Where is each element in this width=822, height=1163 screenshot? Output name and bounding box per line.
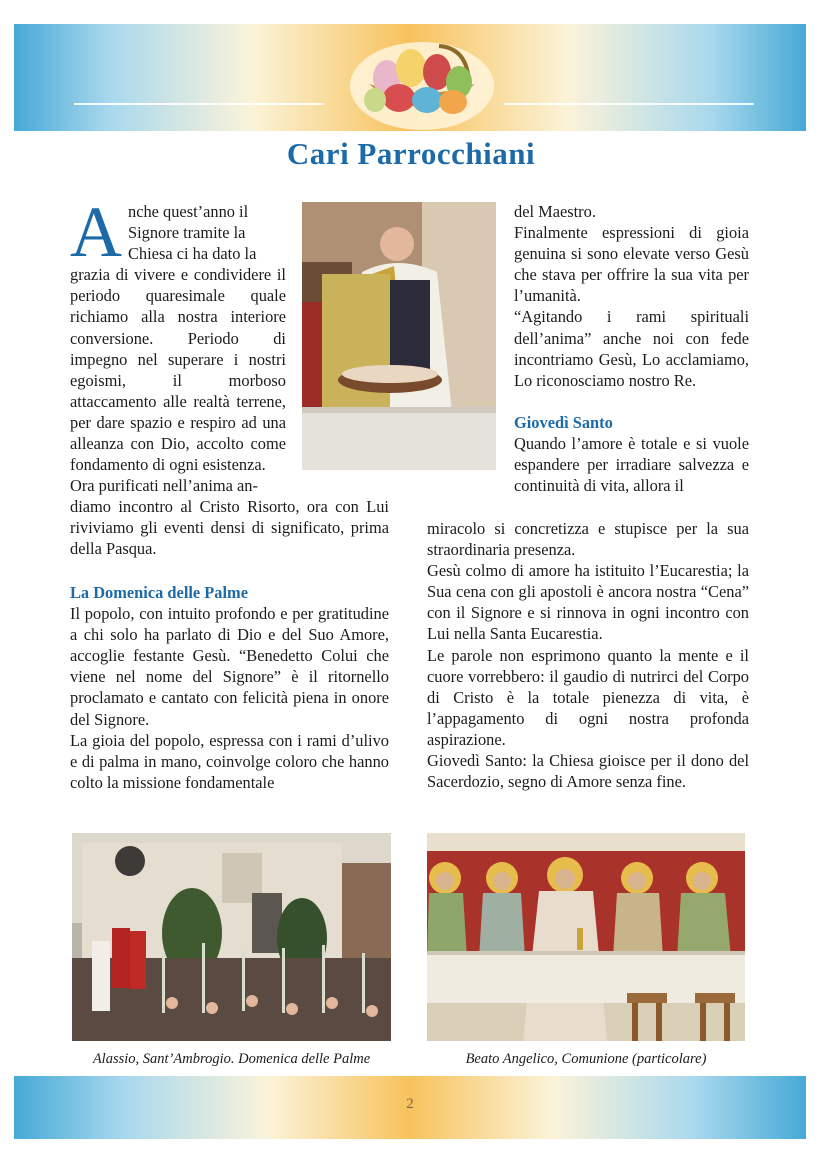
priest-photo (302, 202, 496, 470)
right-column (514, 201, 749, 496)
palm-sunday-photo (72, 833, 391, 1041)
intro-line-1: nche quest’anno il (128, 202, 249, 221)
giovedi-paragraph-1-start: Quando l’amore è totale e si vuole espandere per irradiare salvezza e continuità di vita, allora il (514, 433, 749, 496)
footer-banner (14, 1076, 806, 1139)
priest-at-altar-image (302, 202, 496, 470)
intro-line-3: Chiesa ci ha dato la (128, 244, 257, 264)
intro-column (70, 192, 286, 496)
left-photo-caption: Alassio, Sant’Ambrogio. Domenica delle Palme (92, 1051, 371, 1067)
giovedi-paragraph-3: Le parole non esprimono quanto la mente e il cuore vorrebbero: il gaudio di nutrirci del Corpo di Cristo è la totale pienezza di vita, è l’appagamento di ogni nostra profonda aspirazione. (427, 645, 749, 749)
giovedi-section (427, 518, 749, 792)
drop-cap: A (70, 192, 122, 272)
palme-paragraph-1: Il popolo, con intuito profondo e per gratitudine a chi solo ha parlato di Dio e del Suo Amore, accoglie festante Gesù. “Benedetto Colui che viene nel nome del Signore” è il ritornello proclamato e cantato con felicità piena in onore del Signore. (70, 604, 389, 729)
right-photo-caption: Beato Angelico, Comunione (particolare) (465, 1051, 707, 1067)
intro-paragraph-2: diamo incontro al Cristo Risorto, ora con Lui riviviamo gli eventi densi di significato, prima della Pasqua. (70, 497, 389, 559)
page-title: Cari Parrocchiani (286, 136, 536, 171)
intro-line-2: Signore tramite la (128, 223, 246, 243)
intro-wide-column (70, 496, 389, 559)
intro-paragraph-2-start: Ora purificati nell’anima an- (70, 476, 258, 496)
right-paragraph-1: Finalmente espressioni di gioia genuina si sono elevate verso Gesù che stava per offrire la sua vita per l’umanità. (514, 223, 749, 306)
giovedi-heading: Giovedì Santo (514, 412, 613, 432)
beato-angelico-fresco-image (427, 833, 745, 1041)
palme-paragraph-2: La gioia del popolo, espressa con i rami d’ulivo e di palma in mano, coinvolge coloro che hanno colto la missione fondamentale (70, 730, 389, 792)
communion-painting (427, 833, 745, 1041)
giovedi-paragraph-4: Giovedì Santo: la Chiesa gioisce per il dono del Sacerdozio, segno di Amore senza fine. (427, 751, 749, 792)
banner-line-left (74, 103, 324, 105)
palme-section (70, 582, 389, 793)
banner-line-right (504, 103, 754, 105)
page-number: 2 (406, 1096, 414, 1112)
right-paragraph-2: “Agitando i rami spirituali dell’anima” anche noi con fede incontriamo Gesù, Lo acclamiamo, Lo riconosciamo nostro Re. (514, 307, 749, 390)
intro-paragraph: grazia di vivere e condividere il periodo quaresimale quale richiamo alla nostra interiore conversione. Periodo di impegno nel superare i nostri egoismi, il morboso attaccamento alle realtà terrene, per dare spazio e respiro ad una alleanza con Dio, accolto come fondamento di ogni esistenza. (70, 265, 286, 475)
header-banner (14, 24, 806, 131)
palme-heading: La Domenica delle Palme (70, 583, 248, 602)
giovedi-paragraph-2: Gesù colmo di amore ha istituito l’Eucarestia; la Sua cena con gli apostoli è ancora nostra “Cena” con il Signore e si rinnova in ogni incontro con Lui nella Santa Eucarestia. (427, 561, 749, 644)
giovedi-paragraph-1-end: miracolo si concretizza e stupisce per la sua straordinaria presenza. (427, 519, 749, 560)
continuation-text: del Maestro. (514, 202, 596, 221)
church-crowd-image (72, 833, 391, 1041)
easter-eggs-image (347, 38, 497, 130)
